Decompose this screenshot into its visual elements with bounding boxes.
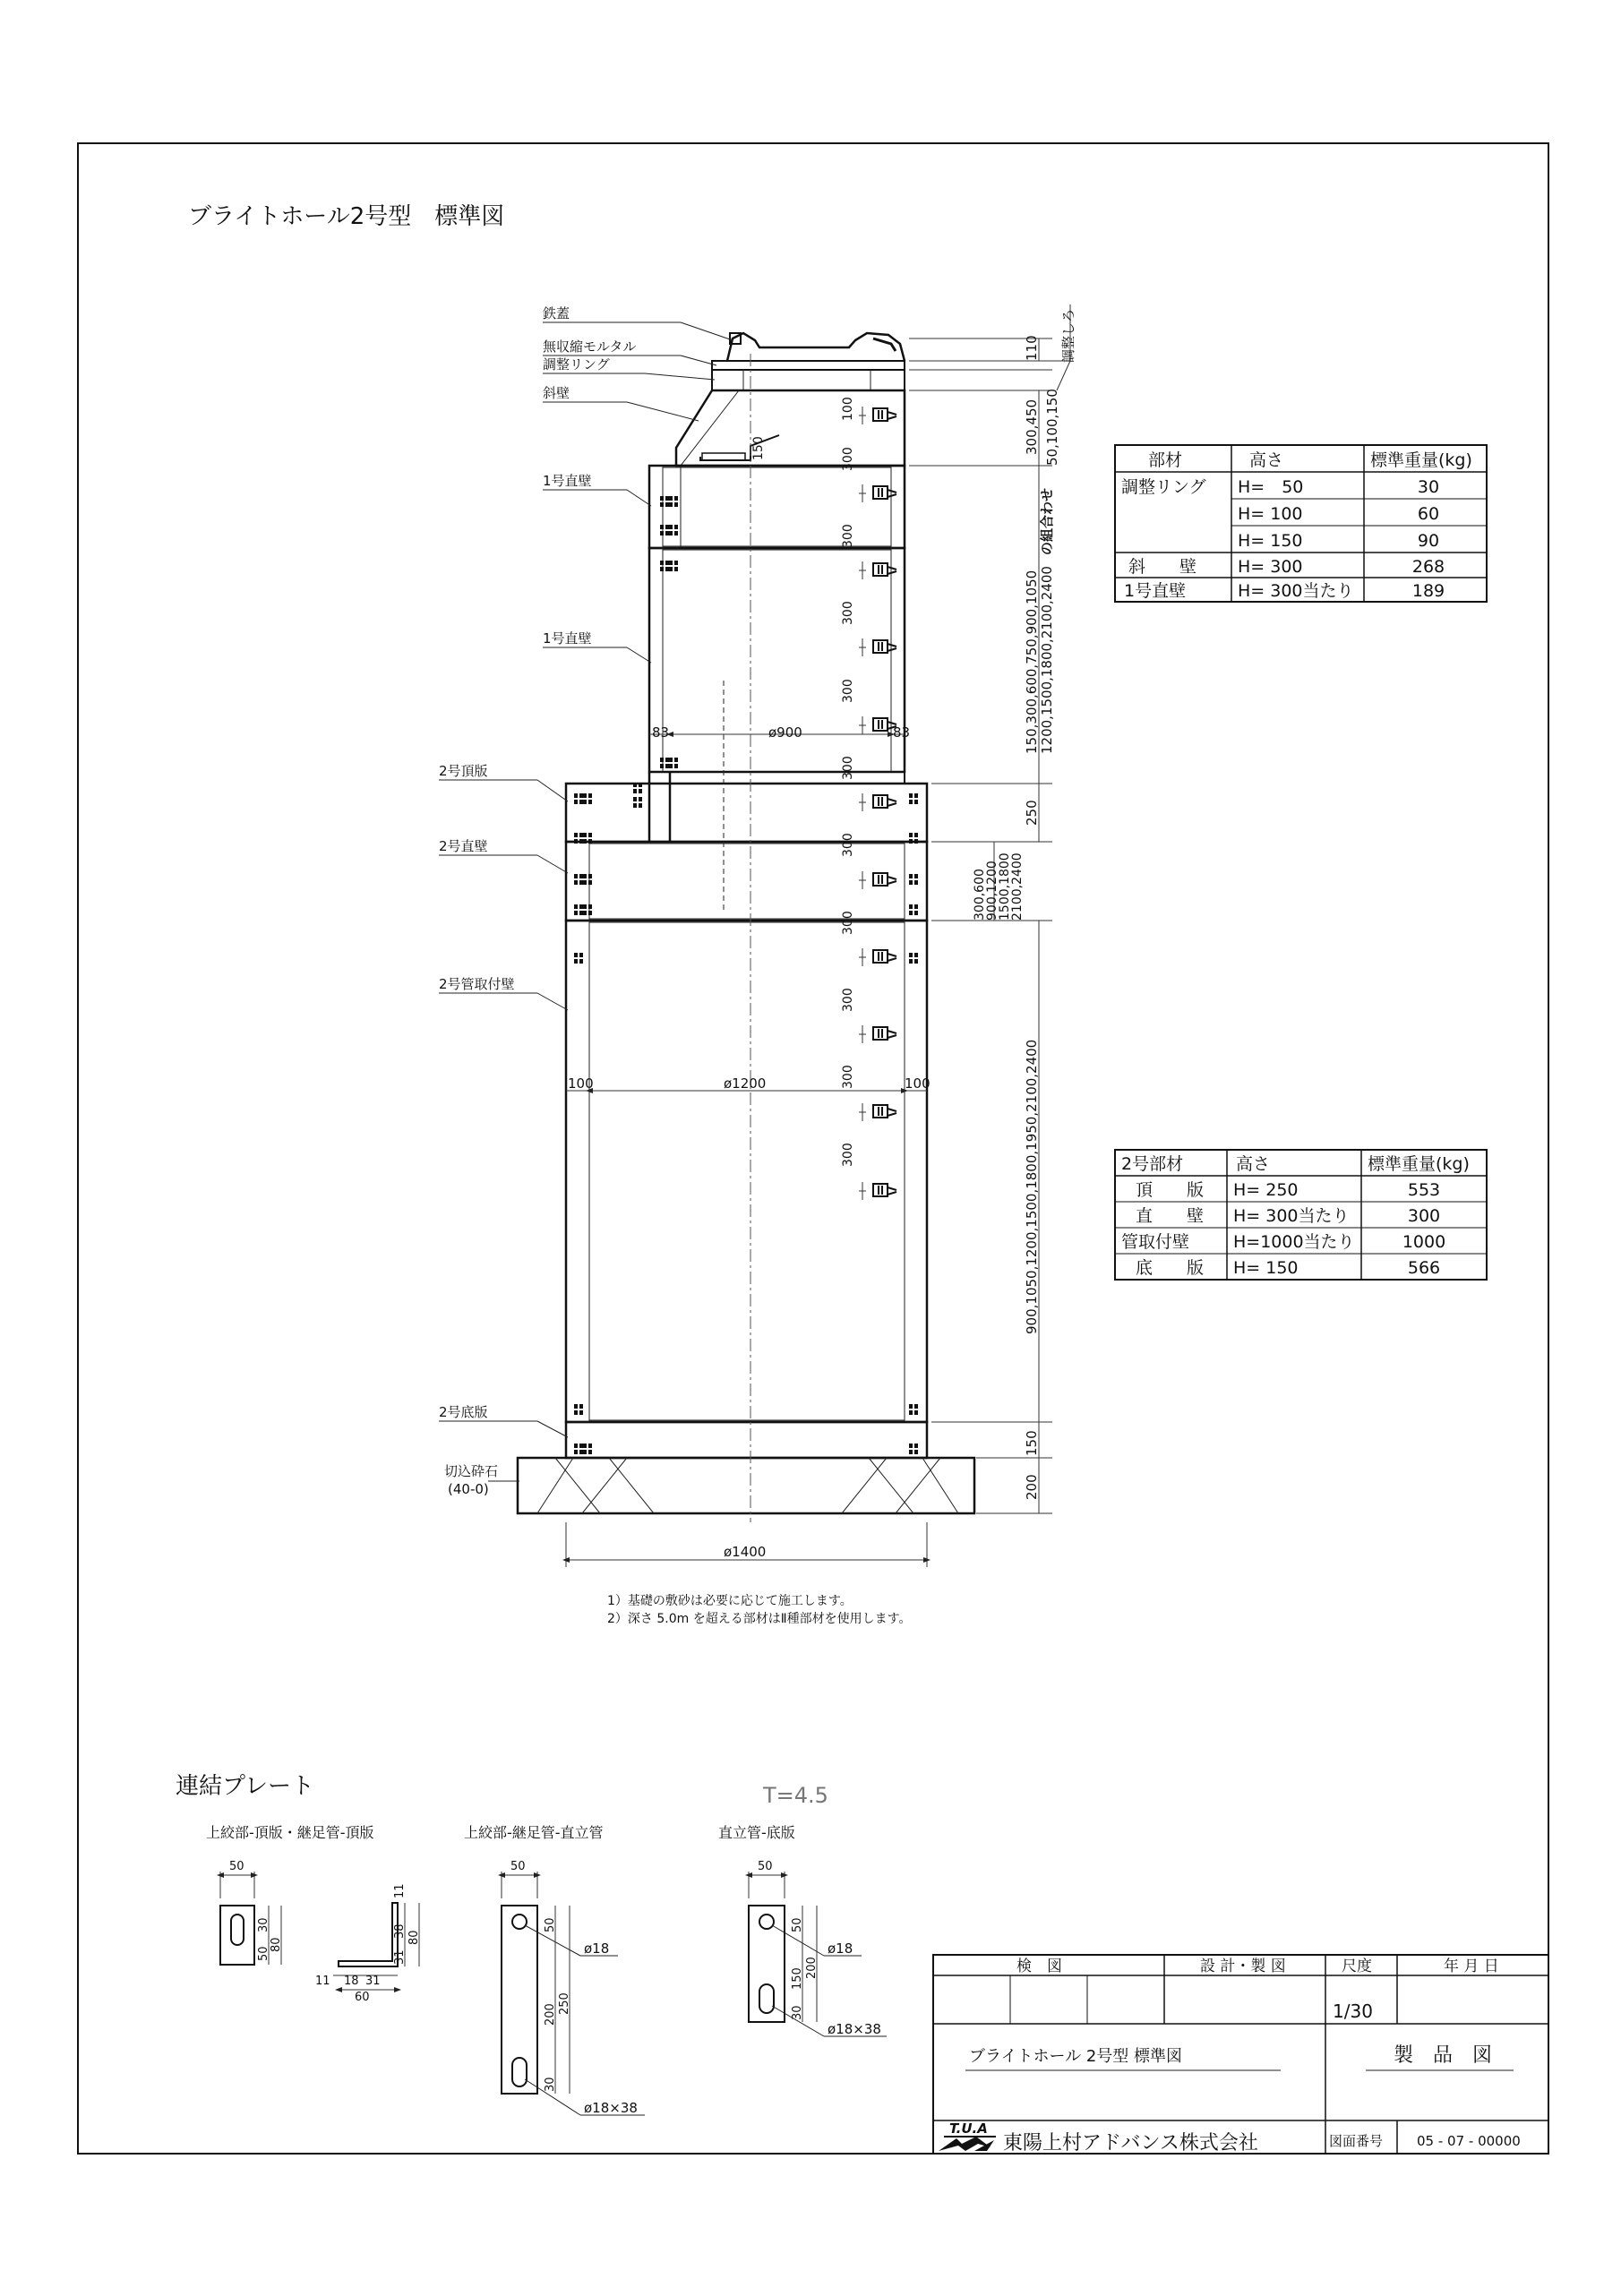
t2-r3-height: H=1000当たり [1233,1232,1355,1252]
dim-83-right: 83 [893,724,911,741]
tb-scale-value: 1/30 [1333,2000,1373,2022]
dim-phi1200: ø1200 [724,1075,767,1092]
t2-r3-part: 管取付壁 [1121,1232,1190,1252]
dim-phi900: ø900 [768,724,802,741]
dim-300: 300 [841,601,855,625]
p1-d31: 31 [393,1949,407,1965]
drawing-title: ブライトホール2号型 標準図 [188,203,505,230]
t1-r1-height: H= 50 [1238,477,1304,497]
p3-phi18: ø18 [828,1940,853,1957]
p3-w50: 50 [758,1860,773,1873]
dim-300-450: 300,450 [1024,398,1040,455]
p1-d38: 38 [393,1923,407,1939]
t2-r2-weight: 300 [1407,1206,1441,1226]
dim-150-bottom: 150 [1024,1430,1040,1456]
plate2 [502,1860,645,2116]
dim-50-100-150: 50,100,150 [1044,389,1060,466]
dim-300: 300 [841,756,855,780]
t1-r4-weight: 268 [1411,557,1445,577]
t2-r2-part: 直 壁 [1136,1206,1205,1226]
dim-100-left: 100 [568,1075,594,1092]
tb-drawing-name: ブライトホール 2号型 標準図 [969,2047,1182,2066]
label-iron-cover: 鉄蓋 [543,305,570,321]
dim-100-top: 100 [841,397,855,421]
label-adjusting-ring: 調整リング [543,356,610,373]
t1-r2-height: H= 100 [1238,504,1303,524]
p1-d11b: 11 [393,1883,407,1898]
t1-r5-height: H= 300当たり [1238,581,1354,601]
t2-r1-part: 頂 版 [1136,1180,1205,1200]
t1-header-height: 高さ [1249,450,1284,470]
part-labels [439,305,733,1497]
dim-phi1400: ø1400 [724,1544,767,1560]
combo3: 900,1050,1200,1500,1800,1950,2100,2400 [1024,1039,1040,1334]
t1-r5-part: 1号直壁 [1124,581,1187,601]
plate1-title: 上絞部-頂版・継足管-頂版 [206,1824,374,1841]
dim-300: 300 [841,524,855,548]
t2-r1-weight: 553 [1407,1180,1441,1200]
tb-company: 東陽上村アドバンス株式会社 [1003,2132,1258,2155]
p1-w50: 50 [229,1860,244,1873]
t1-header-part: 部材 [1148,450,1183,470]
note-2: 2）深さ 5.0m を超える部材はⅡ種部材を使用します。 [607,1612,912,1626]
t1-header-weight: 標準重量(kg) [1370,450,1472,470]
p1-d80b: 80 [407,1930,421,1945]
tb-design-label: 設 計・製 図 [1200,1958,1286,1975]
connecting-plates [176,1773,887,2116]
label-mortar: 無収縮モルタル [543,338,637,355]
plate3-title: 直立管-底版 [718,1824,795,1841]
t2-r4-height: H= 150 [1233,1258,1299,1278]
t1-r2-weight: 60 [1417,504,1440,524]
label-no2-pipe-wall: 2号管取付壁 [439,976,515,992]
vertical-dims [909,304,1076,1513]
tb-drawing-no-label: 図面番号 [1329,2133,1384,2149]
label-no2-top-slab: 2号頂版 [439,763,488,779]
p1-d60: 60 [355,1991,370,2004]
tb-date-label: 年 月 日 [1444,1958,1499,1975]
dim-150: 150 [751,436,766,460]
logo-text: T.U.A [949,2120,988,2137]
combo1-line1: 150,300,600,750,900,1050 [1024,570,1040,754]
internal-dims [751,397,855,1167]
combo1-line2: 1200,1500,1800,2100,2400 [1039,566,1055,754]
crushed-stone-base [518,1458,974,1513]
p1-d31b: 31 [365,1975,381,1988]
dim-110: 110 [1024,335,1040,361]
p1-d50: 50 [257,1946,270,1961]
t1-r3-weight: 90 [1417,531,1440,551]
t2-header-weight: 標準重量(kg) [1368,1154,1470,1174]
p1-d11a: 11 [315,1975,330,1988]
horizontal-dims [566,724,931,1567]
plate2-title: 上絞部-継足管-直立管 [464,1824,604,1841]
adjusting-ring [712,370,905,390]
tb-check-label: 検 図 [1016,1958,1062,1975]
manhole-section [518,333,974,1522]
mortar-layer [712,361,905,370]
p2-phi18: ø18 [584,1940,610,1957]
dim-300: 300 [841,1065,855,1089]
dim-300: 300 [841,833,855,857]
dim-200: 200 [1024,1474,1040,1500]
dim-100-right: 100 [905,1075,931,1092]
plate-thickness: T=4.5 [763,1783,828,1808]
no2-pipe-wall [566,921,927,1422]
p3-phi18x38: ø18×38 [828,2021,881,2037]
combo2-line4: 2100,2400 [1010,852,1025,921]
label-crushed-stone-grade: (40-0) [448,1481,489,1497]
t1-r3-height: H= 150 [1238,531,1303,551]
p2-d30: 30 [544,2077,557,2092]
p1-d80: 80 [270,1937,283,1952]
plate1-side [315,1883,421,2004]
iron-cover [727,333,905,361]
combo2-line2: 900,1200 [985,861,999,921]
t1-r4-part: 斜 壁 [1128,557,1197,577]
p2-d50: 50 [544,1917,557,1932]
dim-83-left: 83 [652,724,670,741]
t2-header-height: 高さ [1236,1154,1271,1174]
plates-title: 連結プレート [176,1773,314,1800]
t2-header-part: 2号部材 [1121,1154,1184,1174]
label-no1-wall-a: 1号直壁 [543,473,592,489]
tb-product-drawing: 製 品 図 [1394,2044,1493,2067]
p2-d200: 200 [544,2003,557,2026]
title-block [933,1955,1548,2155]
p2-d250: 250 [558,1992,571,2015]
adjustment-margin-label: 調整しろ [1060,308,1076,363]
p3-d30: 30 [791,2005,804,2020]
dim-300: 300 [841,911,855,935]
note-1: 1）基礎の敷砂は必要に応じて施工します。 [607,1594,853,1608]
tb-drawing-no: 05 - 07 - 00000 [1417,2133,1521,2149]
dim-300: 300 [841,1143,855,1167]
company-logo-icon [939,2120,996,2151]
dim-250: 250 [1024,800,1040,826]
dim-300: 300 [841,988,855,1012]
combo2-line1: 300,600 [973,869,987,921]
no2-top-slab [566,784,927,842]
p1-d30: 30 [257,1917,270,1932]
label-no1-wall-b: 1号直壁 [543,630,592,647]
label-slant-wall: 斜壁 [543,385,570,401]
t2-r1-height: H= 250 [1233,1180,1299,1200]
t1-group-label: 調整リング [1121,477,1206,497]
label-no2-bottom-slab: 2号底版 [439,1404,488,1420]
p2-phi18x38: ø18×38 [584,2100,638,2116]
p2-w50: 50 [510,1860,526,1873]
t2-r4-weight: 566 [1407,1258,1441,1278]
dim-300: 300 [841,679,855,703]
label-no2-wall: 2号直壁 [439,838,488,854]
combo2-line3: 1500,1800 [998,852,1012,921]
t1-r5-weight: 189 [1411,581,1445,601]
table-1 [1115,445,1487,602]
tb-scale-label: 尺度 [1342,1958,1372,1975]
label-crushed-stone: 切込砕石 [444,1463,499,1479]
combination-label: の組合わせ [1039,487,1055,555]
p3-d200: 200 [805,1957,819,1979]
no2-bottom-slab [566,1422,927,1458]
t2-r3-weight: 1000 [1402,1232,1446,1252]
t1-r4-height: H= 300 [1238,557,1303,577]
p3-d50: 50 [791,1917,804,1932]
plate3 [749,1860,887,2037]
plate1-front [220,1860,283,1965]
t2-r2-height: H= 300当たり [1233,1206,1350,1226]
p1-d18: 18 [344,1975,359,1988]
dim-300: 300 [841,447,855,471]
slant-wall [676,390,905,466]
p3-d150: 150 [791,1967,804,1990]
t1-r1-weight: 30 [1417,477,1440,497]
t2-r4-part: 底 版 [1136,1258,1205,1278]
table-2 [1115,1150,1487,1280]
